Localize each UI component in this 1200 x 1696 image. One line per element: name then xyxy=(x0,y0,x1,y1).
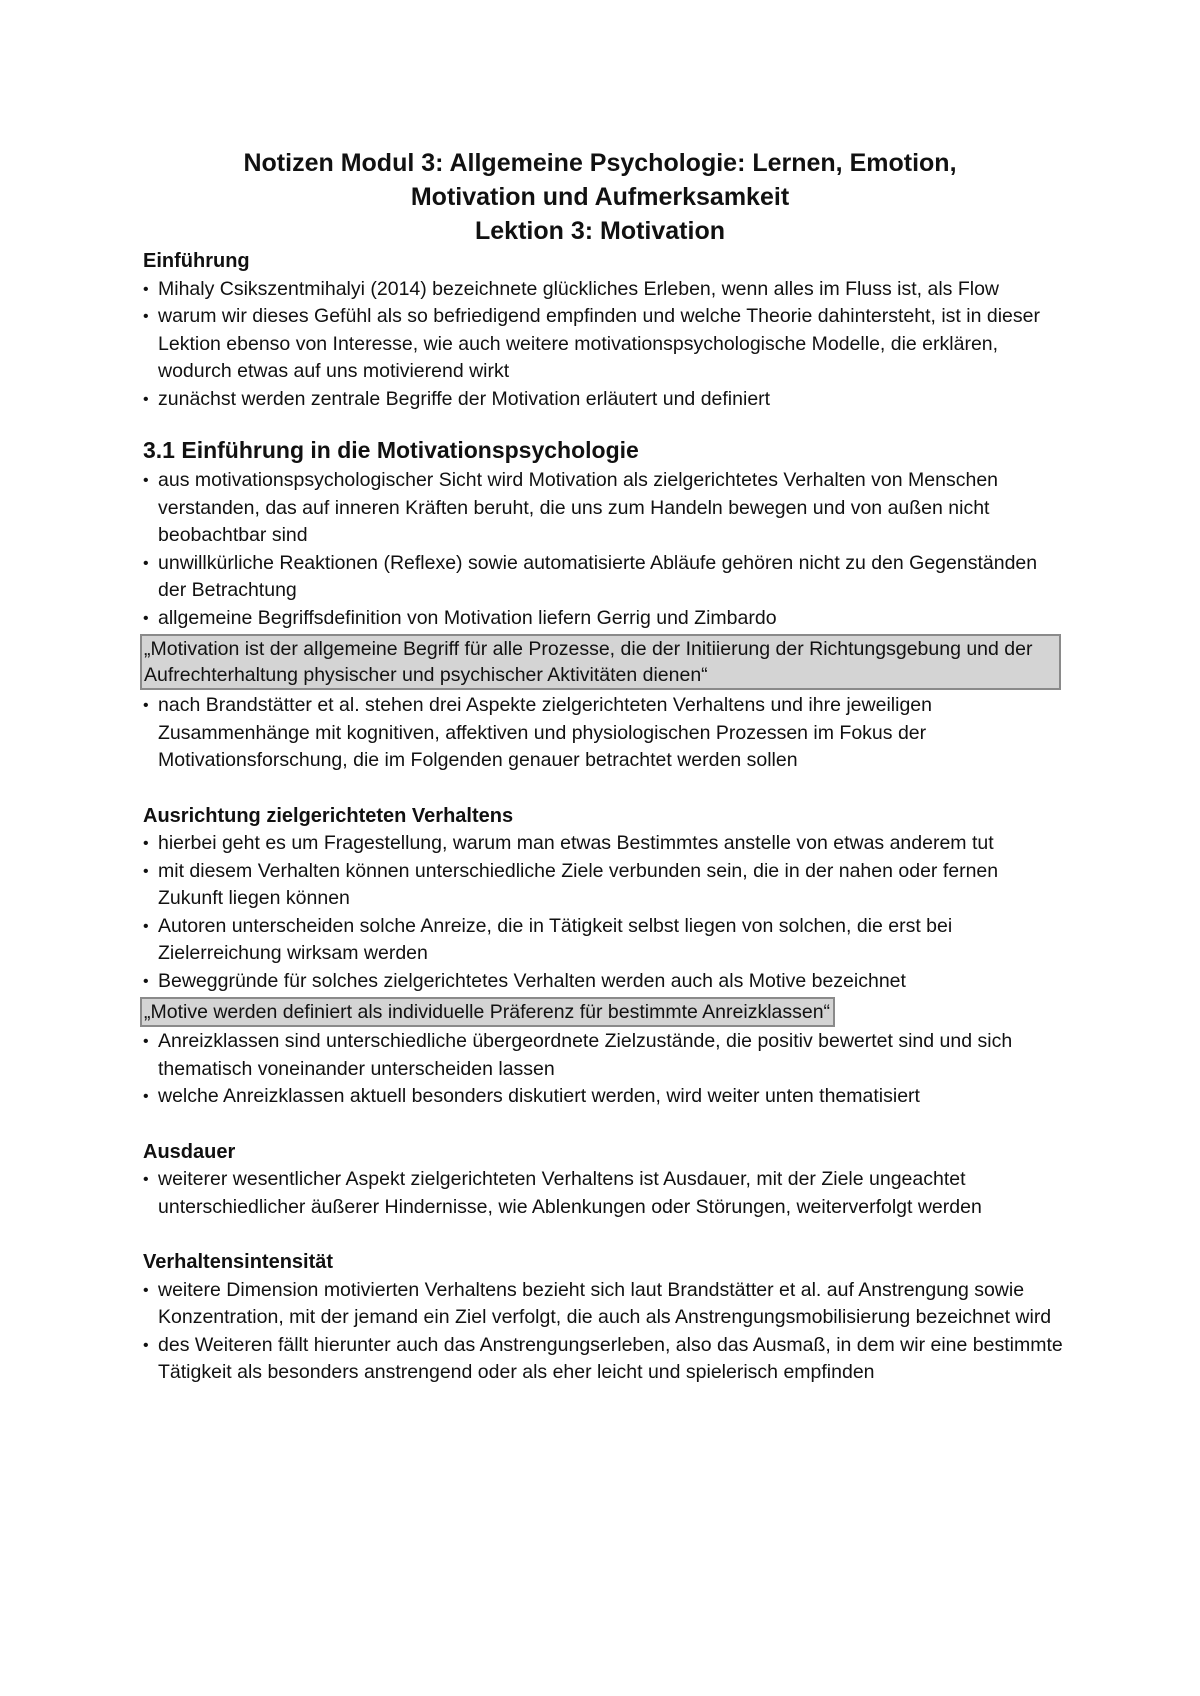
list-section-3-1-continued xyxy=(143,692,1063,775)
list-item xyxy=(143,303,1063,386)
bullet-icon: • xyxy=(143,609,149,627)
highlighted-quote-motive: „Motive werden definiert als individuelle Präferenz für bestimmte Anreizklassen“ xyxy=(140,997,835,1027)
list-item-text: weitere Dimension motivierten Verhaltens bezieht sich laut Brandstätter et al. auf Anstrengung sowie Konzentration, mit der jemand ein Ziel verfolgt, die auch als Anstrengungsmobilisierung bezeichnet wird xyxy=(158,1278,1052,1328)
list-item-text: welche Anreizklassen aktuell besonders diskutiert werden, wird weiter unten thematisiert xyxy=(158,1085,920,1107)
list-item-text: mit diesem Verhalten können unterschiedliche Ziele verbunden sein, die in der nahen oder fernen Zukunft liegen können xyxy=(158,859,999,909)
bullet-icon: • xyxy=(143,472,149,489)
list-item xyxy=(143,1028,1063,1083)
list-ausrichtung-continued xyxy=(143,1028,1063,1111)
quote-row xyxy=(143,995,1063,1028)
bullet-icon: • xyxy=(143,390,149,408)
document-body xyxy=(143,248,1063,1387)
list-item xyxy=(143,605,1063,633)
list-item xyxy=(143,1277,1063,1332)
title-line-3: Lektion 3: Motivation xyxy=(475,217,725,245)
list-item-text: hierbei geht es um Fragestellung, warum man etwas Bestimmtes anstelle von etwas anderem tut xyxy=(158,832,994,854)
bullet-icon: • xyxy=(143,1281,149,1299)
list-item-text: Mihaly Csikszentmihalyi (2014) bezeichnete glückliches Erleben, wenn alles im Fluss ist, als Flow xyxy=(158,277,1000,300)
list-item xyxy=(143,692,1063,775)
document-title xyxy=(0,146,1200,248)
list-item-text: Beweggründe für solches zielgerichtetes Verhalten werden auch als Motive bezeichnet xyxy=(158,969,906,992)
heading-ausrichtung: Ausrichtung zielgerichteten Verhaltens xyxy=(143,804,514,827)
list-item xyxy=(143,1083,1063,1111)
list-item-text: allgemeine Begriffsdefinition von Motivation liefern Gerrig und Zimbardo xyxy=(158,606,777,629)
spacer xyxy=(143,1111,1063,1139)
list-item xyxy=(143,386,1063,414)
list-einfuehrung xyxy=(143,276,1063,414)
spacer xyxy=(143,1221,1063,1249)
list-item xyxy=(143,913,1063,968)
list-item xyxy=(143,830,1063,858)
list-ausdauer xyxy=(143,1166,1063,1221)
list-item xyxy=(143,1166,1063,1221)
heading-verhaltensintensitaet: Verhaltensintensität xyxy=(143,1251,334,1273)
spacer xyxy=(143,775,1063,803)
list-item-text: des Weiteren fällt hierunter auch das Anstrengungserleben, also das Ausmaß, in dem wir eine bestimmte Tätigkeit als besonders anstrengend oder als eher leicht und spielerisch empfinden xyxy=(158,1333,1063,1383)
bullet-icon: • xyxy=(143,972,149,990)
bullet-icon: • xyxy=(143,554,149,572)
list-item xyxy=(143,467,1063,550)
list-verhaltensintensitaet xyxy=(143,1277,1063,1387)
heading-section-3-1: 3.1 Einführung in die Motivationspsychologie xyxy=(143,437,639,463)
bullet-icon: • xyxy=(143,308,149,325)
bullet-icon: • xyxy=(143,1033,149,1050)
heading-ausdauer: Ausdauer xyxy=(143,1140,236,1163)
bullet-icon: • xyxy=(143,917,149,935)
bullet-icon: • xyxy=(143,862,149,880)
list-item xyxy=(143,276,1063,304)
list-item-text: Anreizklassen sind unterschiedliche übergeordnete Zielzustände, die positiv bewertet sind und sich thematisch voneinander unterscheiden lassen xyxy=(158,1030,1013,1080)
bullet-icon: • xyxy=(143,1088,149,1105)
highlighted-quote-motivation: „Motivation ist der allgemeine Begriff für alle Prozesse, die der Initiierung der Richtungsgebung und der Aufrechterhaltung physischer und psychischer Aktivitäten dienen“ xyxy=(140,634,1061,690)
list-item-text: unwillkürliche Reaktionen (Reflexe) sowie automatisierte Abläufe gehören nicht zu den Gegenständen der Betrachtung xyxy=(158,551,1038,601)
list-item xyxy=(143,968,1063,996)
list-item-text: nach Brandstätter et al. stehen drei Aspekte zielgerichteten Verhaltens und ihre jeweiligen Zusammenhänge mit kognitiven, affektiven und physiologischen Prozessen im Fokus der Motivationsforschung, die im Folgenden genauer betrachtet werden sollen xyxy=(158,694,932,771)
list-item-text: weiterer wesentlicher Aspekt zielgerichteten Verhaltens ist Ausdauer, mit der Ziele ungeachtet unterschiedlicher äußerer Hindernisse, wie Ablenkungen oder Störungen, weiterverfolgt werden xyxy=(158,1168,982,1218)
bullet-icon: • xyxy=(143,1336,149,1354)
list-item-text: zunächst werden zentrale Begriffe der Motivation erläutert und definiert xyxy=(158,387,771,410)
list-item xyxy=(143,1332,1063,1387)
list-item-text: warum wir dieses Gefühl als so befriedigend empfinden und welche Theorie dahintersteht, ist in dieser Lektion ebenso von Interesse, wie auch weitere motivationspsychologische Modelle, die erklären, wodurch etwas auf uns motivierend wirkt xyxy=(158,305,1040,382)
list-item-text: Autoren unterscheiden solche Anreize, die in Tätigkeit selbst liegen von solchen, die erst bei Zielerreichung wirksam werden xyxy=(158,914,953,964)
heading-einfuehrung: Einführung xyxy=(143,250,250,272)
title-line-1: Notizen Modul 3: Allgemeine Psychologie: Lernen, Emotion, xyxy=(243,149,957,177)
list-ausrichtung xyxy=(143,830,1063,995)
bullet-icon: • xyxy=(143,697,149,714)
bullet-icon: • xyxy=(143,835,149,852)
list-item xyxy=(143,858,1063,913)
title-line-2: Motivation und Aufmerksamkeit xyxy=(410,183,790,211)
bullet-icon: • xyxy=(143,1171,149,1188)
list-item-text: aus motivationspsychologischer Sicht wird Motivation als zielgerichtetes Verhalten von Menschen verstanden, das auf inneren Kräften beruht, die uns zum Handeln bewegen und von außen nicht beobachtbar sind xyxy=(158,469,999,546)
list-item xyxy=(143,550,1063,605)
bullet-icon: • xyxy=(143,280,149,298)
list-section-3-1 xyxy=(143,467,1063,632)
